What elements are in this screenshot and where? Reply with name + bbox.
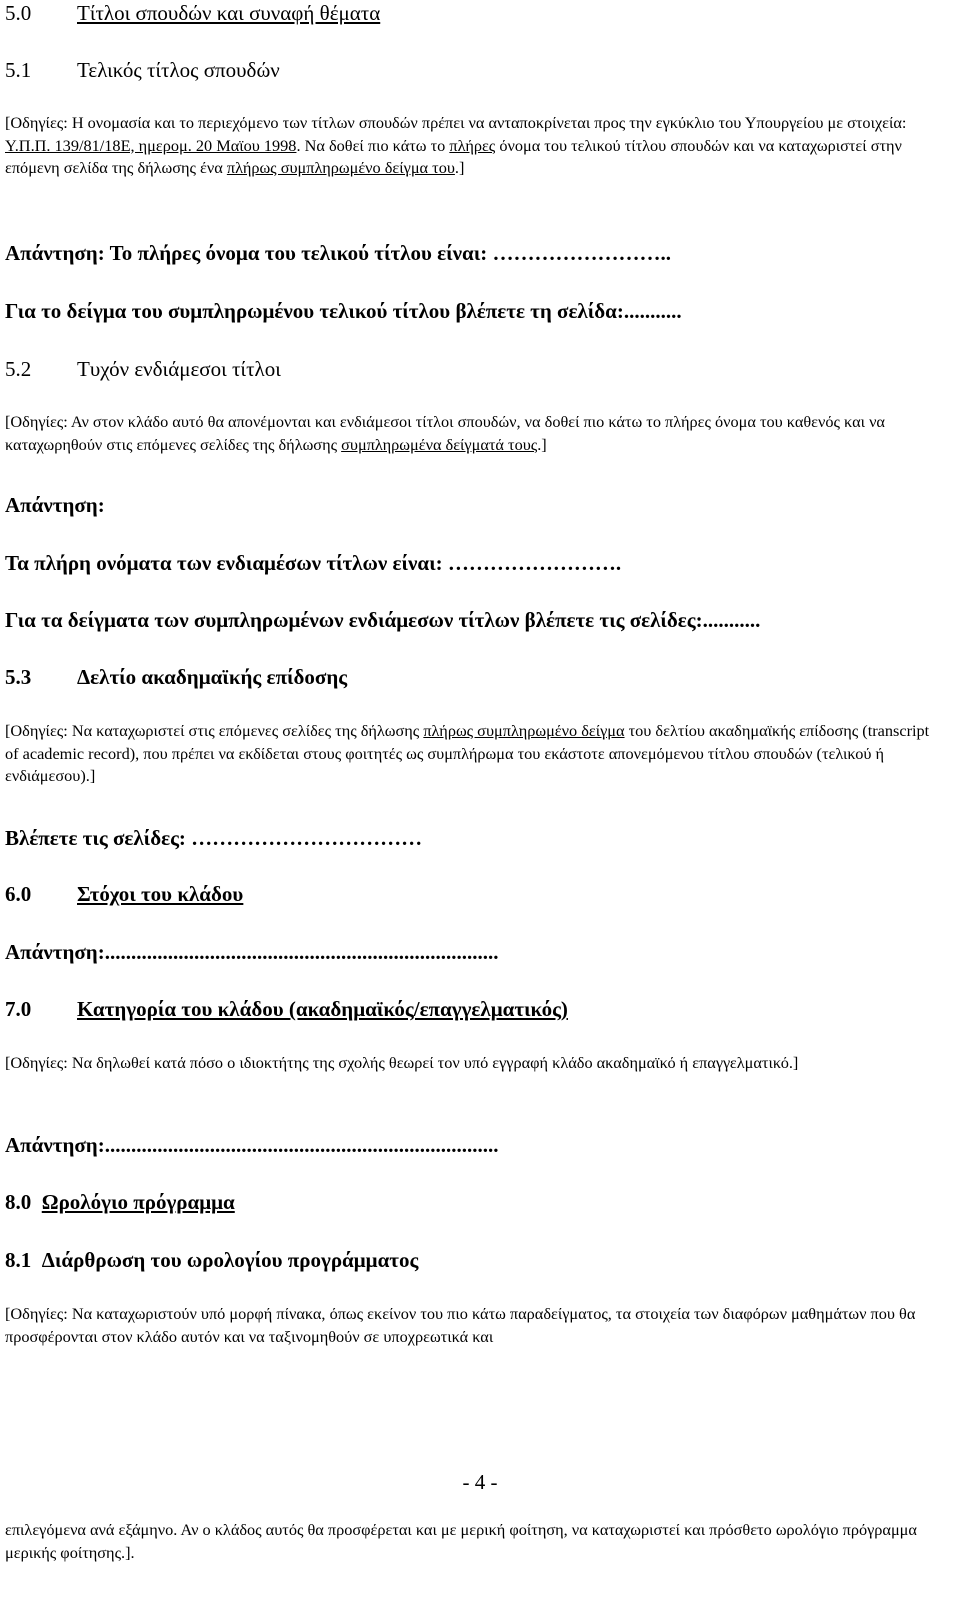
heading-5-1	[5, 57, 945, 83]
section-title: Στόχοι του κλάδου	[77, 882, 244, 906]
answer-5-2: Απάντηση:	[5, 493, 105, 517]
heading-5-3	[5, 664, 945, 690]
section-number: 5.3	[5, 665, 32, 689]
section-number: 6.0	[5, 882, 32, 906]
section-title: Διάρθρωση του ωρολογίου προγράμματος	[41, 1248, 419, 1272]
heading-5-2	[5, 356, 945, 382]
page-number: - 4 -	[462, 1470, 498, 1494]
circular-reference: Υ.Π.Π. 139/81/18Ε, ημερομ. 20 Μαϊου 1998	[5, 135, 297, 155]
section-number: 7.0	[5, 997, 32, 1021]
heading-8-0	[5, 1189, 945, 1215]
intermediate-titles-names: Τα πλήρη ονόματα των ενδιαμέσων τίτλων είναι: …………………….	[5, 551, 622, 575]
section-title: Τίτλοι σπουδών και συναφή θέματα	[77, 1, 381, 25]
sample-page-5-1: Για το δείγμα του συμπληρωμένου τελικού τίτλου βλέπετε τη σελίδα:...........	[5, 299, 682, 323]
intermediate-titles-samples: Για τα δείγματα των συμπληρωμένων ενδιάμεσων τίτλων βλέπετε τις σελίδες:...........	[5, 608, 761, 632]
section-title: Ωρολόγιο πρόγραμμα	[41, 1190, 235, 1214]
section-title: Τελικός τίτλος σπουδών	[77, 58, 280, 82]
section-title: Δελτίο ακαδημαϊκής επίδοσης	[77, 665, 348, 689]
instructions-8-1: [Οδηγίες: Να καταχωριστούν υπό μορφή πίνακα, όπως εκείνον του πιο κάτω παραδείγματος, τα στοιχεία των διαφόρων μαθημάτων που θα προσφέρονται στον κλάδο αυτόν και να ταξινομηθούν σε υποχρεωτικά και	[5, 1304, 916, 1346]
instructions-5-3: [Οδηγίες: Να καταχωριστεί στις επόμενες σελίδες της δήλωσης πλήρως συμπληρωμένο δείγμα του δελτίου ακαδημαϊκής επίδοσης (transcript of academic record), που πρέπει να εκδίδεται στους φοιτητές ως συμπλήρωμα του εκάστοτε απονεμόμενου τίτλου σπουδών (τελικού ή ενδιάμεσου).]	[5, 721, 930, 785]
section-title: Κατηγορία του κλάδου (ακαδημαϊκός/επαγγελματικός)	[77, 997, 568, 1021]
section-number: 8.1	[5, 1248, 32, 1272]
section-number: 5.1	[5, 58, 32, 82]
section-number: 5.2	[5, 357, 32, 381]
instructions-7-0: [Οδηγίες: Να δηλωθεί κατά πόσο ο ιδιοκτήτης της σχολής θεωρεί τον υπό εγγραφή κλάδο ακαδημαϊκό ή επαγγελματικό.]	[5, 1053, 799, 1072]
answer-5-1: Απάντηση: Το πλήρες όνομα του τελικού τίτλου είναι: ……………………..	[5, 241, 671, 265]
answer-7-0: Απάντηση:...........................................................................	[5, 1133, 499, 1157]
instructions-5-1: [Οδηγίες: Η ονομασία και το περιεχόμενο των τίτλων σπουδών πρέπει να ανταποκρίνεται προς την εγκύκλιο του Υπουργείου με στοιχεία: Υ.Π.Π. 139/81/18Ε, ημερομ. 20 Μαϊου 1998. Να δοθεί πιο κάτω το πλήρες όνομα του τελικού τίτλου σπουδών και να καταχωριστεί στην επόμενη σελίδα της δήλωσης ένα πλήρως συμπληρωμένο δείγμα του.]	[5, 113, 907, 177]
heading-7-0	[5, 996, 945, 1022]
continuation-text: επιλεγόμενα ανά εξάμηνο. Αν ο κλάδος αυτός θα προσφέρεται και με μερική φοίτηση, να καταχωριστεί και πρόσθετο ωρολόγιο πρόγραμμα μερικής φοίτησης.].	[5, 1520, 917, 1562]
see-pages-5-3: Βλέπετε τις σελίδες: ……………………………	[5, 826, 423, 850]
section-title: Τυχόν ενδιάμεσοι τίτλοι	[77, 357, 281, 381]
heading-8-1	[5, 1247, 945, 1273]
heading-6-0	[5, 881, 945, 907]
section-number: 8.0	[5, 1190, 32, 1214]
section-number: 5.0	[5, 1, 32, 25]
instructions-5-2: [Οδηγίες: Αν στον κλάδο αυτό θα απονέμονται και ενδιάμεσοι τίτλοι σπουδών, να δοθεί πιο κάτω το πλήρες όνομα του καθενός και να καταχωρηθούν στις επόμενες σελίδες της δήλωσης συμπληρωμένα δείγματά τους.]	[5, 412, 885, 454]
heading-5-0	[5, 0, 945, 26]
answer-6-0: Απάντηση:...........................................................................	[5, 940, 499, 964]
